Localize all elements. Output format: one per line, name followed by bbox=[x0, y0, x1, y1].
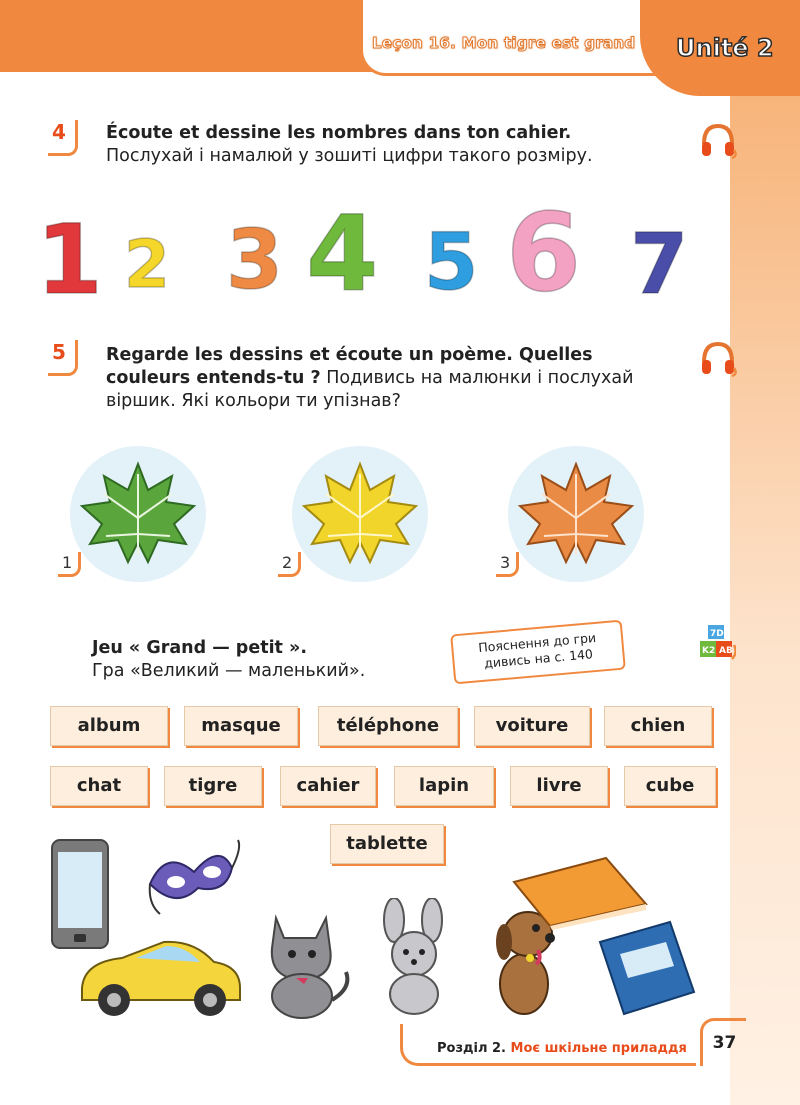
word-card-chien[interactable]: chien bbox=[604, 706, 712, 746]
svg-text:7D: 7D bbox=[710, 629, 724, 639]
leaf-label-3: 3 bbox=[496, 552, 519, 577]
exercise-5-translation: Подивись на малюнки і послухай віршик. Які кольори ти упізнав? bbox=[106, 368, 634, 411]
lesson-title: Leçon 16. Mon tigre est grand bbox=[372, 34, 636, 52]
exercise-4-number: 4 bbox=[48, 120, 78, 156]
cube-game-icon[interactable] bbox=[698, 623, 736, 663]
footer-chapter bbox=[437, 1041, 687, 1056]
headphones-icon[interactable] bbox=[698, 120, 738, 160]
cat-toy-illustration bbox=[254, 908, 354, 1020]
word-card-album[interactable]: album bbox=[50, 706, 168, 746]
digit-3: 3 bbox=[226, 213, 284, 308]
word-card-livre[interactable]: livre bbox=[510, 766, 608, 806]
digit-7: 7 bbox=[630, 215, 689, 313]
digit-5: 5 bbox=[424, 218, 479, 308]
digit-2: 2 bbox=[124, 226, 170, 303]
svg-text:K2: K2 bbox=[702, 646, 716, 656]
word-card-chat[interactable]: chat bbox=[50, 766, 148, 806]
game-title bbox=[92, 637, 365, 683]
mask-illustration bbox=[146, 838, 244, 918]
game-note: Пояснення до гри дивись на с. 140 bbox=[450, 620, 626, 685]
page-number: 37 bbox=[700, 1018, 746, 1066]
unit-title: Unité 2 bbox=[676, 34, 774, 62]
leaf-illustration-3 bbox=[500, 444, 650, 584]
word-card-lapin[interactable]: lapin bbox=[394, 766, 494, 806]
word-card-masque[interactable]: masque bbox=[184, 706, 298, 746]
leaf-label-1: 1 bbox=[58, 552, 81, 577]
exercise-5-instructions bbox=[106, 344, 646, 413]
footer-chapter-title: Моє шкільне приладдя bbox=[510, 1041, 687, 1056]
word-card-tigre[interactable]: tigre bbox=[164, 766, 262, 806]
headphones-icon[interactable] bbox=[698, 338, 738, 378]
digit-4: 4 bbox=[306, 193, 379, 315]
rabbit-toy-illustration bbox=[368, 898, 460, 1016]
leaf-illustration-2 bbox=[284, 444, 434, 584]
word-card-cahier[interactable]: cahier bbox=[280, 766, 376, 806]
leaf-illustration-1 bbox=[62, 444, 212, 584]
exercise-4-instructions bbox=[106, 122, 646, 168]
word-card-tablette[interactable]: tablette bbox=[330, 824, 444, 864]
exercise-5-title: Regarde les dessins et écoute un poème. Quelles couleurs entends-tu ? bbox=[106, 345, 593, 388]
game-title-fr: Jeu « Grand — petit ». bbox=[92, 638, 307, 658]
notebook-illustration bbox=[590, 918, 700, 1018]
car-illustration bbox=[74, 928, 246, 1020]
digit-6: 6 bbox=[506, 191, 582, 316]
word-card-voiture[interactable]: voiture bbox=[474, 706, 590, 746]
side-decoration-strip bbox=[730, 95, 800, 1105]
exercise-4-translation: Послухай і намалюй у зошиті цифри такого розміру. bbox=[106, 146, 593, 166]
exercise-5-number: 5 bbox=[48, 340, 78, 376]
word-card-telephone[interactable]: téléphone bbox=[318, 706, 458, 746]
game-title-uk: Гра «Великий — маленький». bbox=[92, 661, 366, 681]
digit-1: 1 bbox=[36, 204, 103, 316]
leaf-label-2: 2 bbox=[278, 552, 301, 577]
footer-chapter-label: Розділ 2. bbox=[437, 1041, 506, 1056]
word-card-cube[interactable]: cube bbox=[624, 766, 716, 806]
svg-text:AB: AB bbox=[719, 646, 733, 656]
exercise-4-title: Écoute et dessine les nombres dans ton cahier. bbox=[106, 123, 572, 143]
